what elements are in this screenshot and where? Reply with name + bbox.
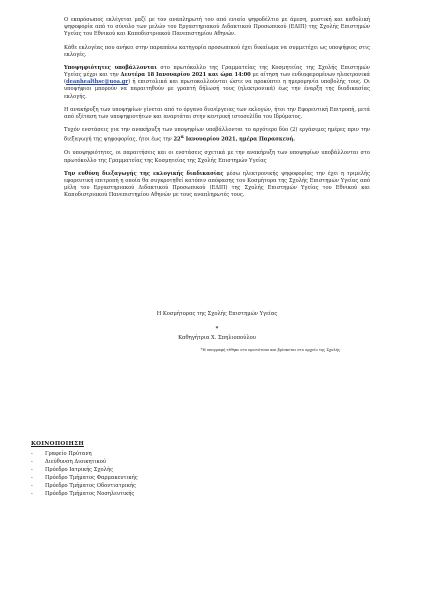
body-paragraph — [64, 107, 370, 121]
emphasized-text: Την ευθύνη διεξαγωγής της εκλογικής διαδικασίας — [64, 170, 224, 177]
list-dash: - — [31, 467, 33, 473]
recipients-list — [31, 450, 138, 498]
signature-block — [64, 311, 370, 353]
signature-note: *Η υπογραφή τέθηκε στο πρωτότυπο και βρίσκεται στο αρχείο της Σχολής — [200, 348, 340, 352]
paragraph-text: Κάθε εκλογέας που ανήκει στην παραπάνω κατηγορία προσωπικού έχει δικαίωμα να συμμετέχει ως υποψήφιος στις εκλογές. — [64, 44, 370, 58]
signature-mark: * — [215, 326, 219, 332]
body-paragraph — [64, 65, 370, 101]
list-dash: - — [31, 483, 33, 489]
body-paragraph — [64, 45, 370, 59]
recipient-item — [31, 458, 138, 466]
body-paragraph — [64, 150, 370, 164]
recipient-item — [31, 450, 138, 458]
recipient-item — [31, 490, 138, 498]
document-body — [64, 17, 370, 206]
paragraph-text: Οι υποψηφιότητες, οι παραιτήσεις και οι ενστάσεις σχετικά με την ανακήρυξη των υποψηφίων υποβάλλονται στο πρωτόκολλο της Γραμματείας της Κοσμητείας της Σχολής Επιστημών Υγείας — [64, 150, 370, 164]
ordinal-superscript: α — [180, 135, 184, 141]
paragraph-text: ) ή επιστολικά και πρωτοκολλούνται ώστε να προκύπτει η ημερομηνία υποβολής τους. Οι υποψήφιοι μπορούν να παραιτηθούν με γραπτή δήλωσή τους (ηλεκτρονικά) έως την έναρξη της διαδικασίας εκλογής. — [64, 79, 370, 100]
recipient-name: Διεύθυνση Διοικητικού — [45, 459, 107, 465]
email-link[interactable]: deanhealthsc@uoa.gr — [66, 79, 129, 86]
recipient-item — [31, 466, 138, 474]
recipient-name: Πρόεδρο Τμήματος Φαρμακευτικής — [45, 475, 138, 481]
emphasized-text: Ιανουαρίου 2021, ημέρα Παρασκευή. — [183, 137, 295, 144]
recipient-item — [31, 482, 138, 490]
recipient-name: Πρόεδρο Τμήματος Οδοντιατρικής — [45, 483, 136, 489]
paragraph-text: μέσω ηλεκτρονικής ψηφοφορίας την έχει η τριμελής εφορευτική επιτροπή η οποία θα συγκροτηθεί κατόπιν απόφασης του Κοσμήτορα της Σχολής Επιστημών Υγείας από μέλη του Εργαστηριακού Διδακτικού Προσωπικού (ΕΔΙΠ) της Σχολής Επιστημών Υγείας του Εθνικού και Καποδιστριακού Πανεπιστημίου Αθηνών με τους αναπληρωτές τους. — [64, 170, 371, 199]
recipients-block — [31, 440, 138, 498]
paragraph-text: στο πρωτόκολλο της Γραμματείας της Κοσμητείας της Σχολής Επιστημών Υγείας μέχρι και την — [64, 64, 370, 79]
list-dash: - — [31, 475, 33, 481]
emphasized-text: Δευτέρα 18 Ιανουαρίου 2021 και ώρα 14:00 — [120, 72, 251, 79]
recipient-name: Γραφείο Πρύτανη — [45, 451, 92, 457]
paragraph-text: με αίτηση των ενδιαφερομένων ηλεκτρονικά ( — [64, 72, 371, 86]
body-paragraph — [64, 127, 370, 144]
signatory-title: Η Κοσμήτορας της Σχολής Επιστημών Υγείας — [156, 311, 278, 317]
list-dash: - — [31, 451, 33, 457]
emphasized-text: Υποψηφιότητες υποβάλλονται — [64, 64, 157, 71]
list-dash: - — [31, 459, 33, 465]
body-paragraph — [64, 171, 370, 200]
recipient-name: Πρόεδρο Ιατρικής Σχολής — [45, 467, 113, 473]
body-paragraph — [64, 17, 370, 38]
recipient-item — [31, 474, 138, 482]
paragraph-text: Η ανακήρυξη των υποψηφίων γίνεται από το όργανο διενέργειας των εκλογών, ήτοι την Εφορευτική Επιτροπή, μετά από εξέταση των υποψηφιοτήτων και αναρτάται στην κεντρική ιστοσελίδα του Ιδρύματος. — [64, 106, 370, 120]
paragraph-text: Ο εκπρόσωπος εκλέγεται μαζί με τον αναπληρωτή του από ενιαίο ψηφοδέλτιο με άμεση, μυστική και καθολική ψηφοφορία από το σύνολο των μελών του Εργαστηριακού Διδακτικού Προσωπικού (ΕΔΙΠ) της Σχολής Επιστημών Υγείας του Εθνικού και Καποδιστριακού Πανεπιστημίου Αθηνών. — [64, 17, 370, 38]
signatory-name: Καθηγήτρια Χ. Σπηλιοπούλου — [178, 335, 256, 341]
emphasized-text: 22 — [173, 137, 181, 144]
recipients-heading: ΚΟΙΝΟΠΟΙΗΣΗ — [31, 441, 84, 447]
list-dash: - — [31, 491, 33, 497]
paragraph-text: Τυχόν ενστάσεις για την ανακήρυξη των υποψηφίων υποβάλλονται το αργότερο δύο (2) εργάσιμες ημέρες πριν την διεξαγωγή της ψηφοφορίας, ήτοι έως την — [64, 127, 370, 144]
recipient-name: Πρόεδρο Τμήματος Νοσηλευτικής — [45, 491, 135, 497]
